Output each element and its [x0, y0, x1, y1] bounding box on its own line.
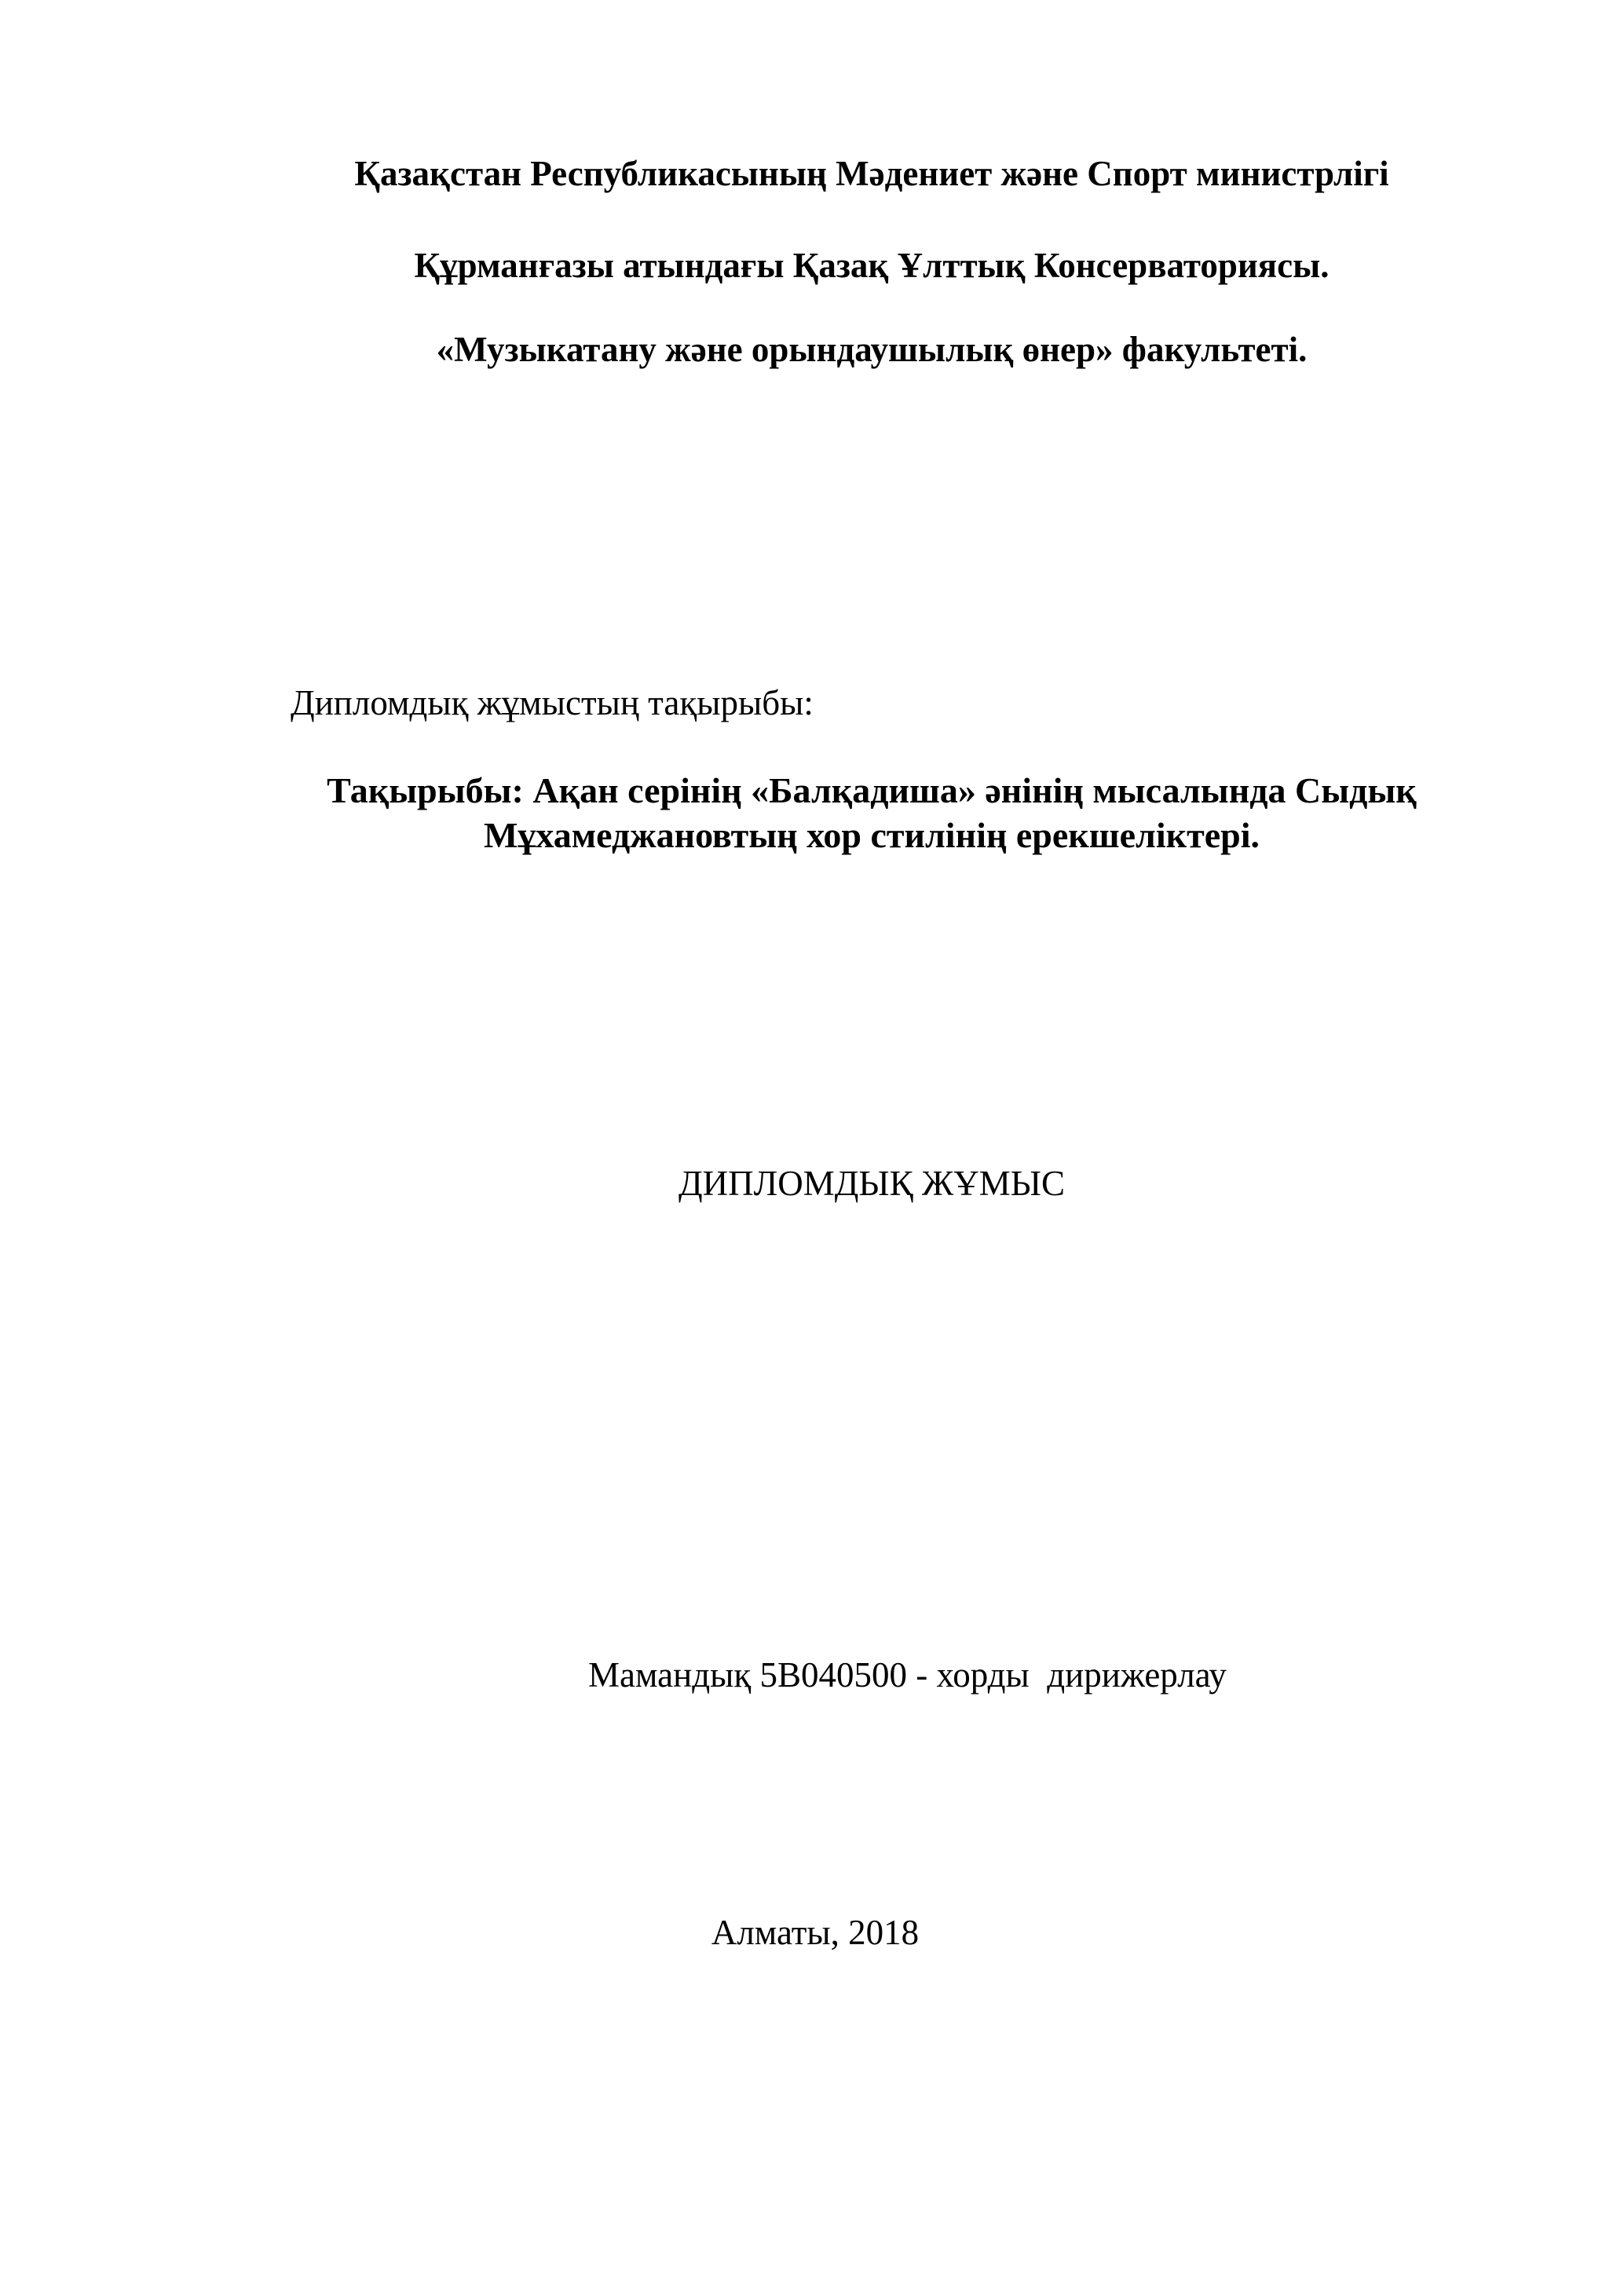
thesis-title-line-1: Тақырыбы: Ақан серінің «Балқадиша» әнінің мысалында Сыдық [327, 770, 1417, 810]
document-type: ДИПЛОМДЫҚ ЖҰМЫС [678, 1164, 1065, 1203]
conservatory-heading: Құрманғазы атындағы Қазақ Ұлттық Консерваториясы. [414, 246, 1330, 285]
thesis-title-line-2: Мұхамеджановтың хор стилінің ерекшеліктері. [483, 815, 1260, 855]
thesis-title [0, 768, 1624, 857]
faculty-heading: «Музыкатану және орындаушылық өнер» факультеті. [436, 330, 1308, 369]
theme-label: Дипломдық жұмыстың тақырыбы: [291, 683, 814, 722]
city-year: Алматы, 2018 [711, 1913, 920, 1952]
ministry-heading: Қазақстан Республикасының Мәдениет және Спорт министрлігі [354, 154, 1389, 193]
specialty-line: Мамандық 5В040500 - хорды дирижерлау [588, 1655, 1227, 1695]
